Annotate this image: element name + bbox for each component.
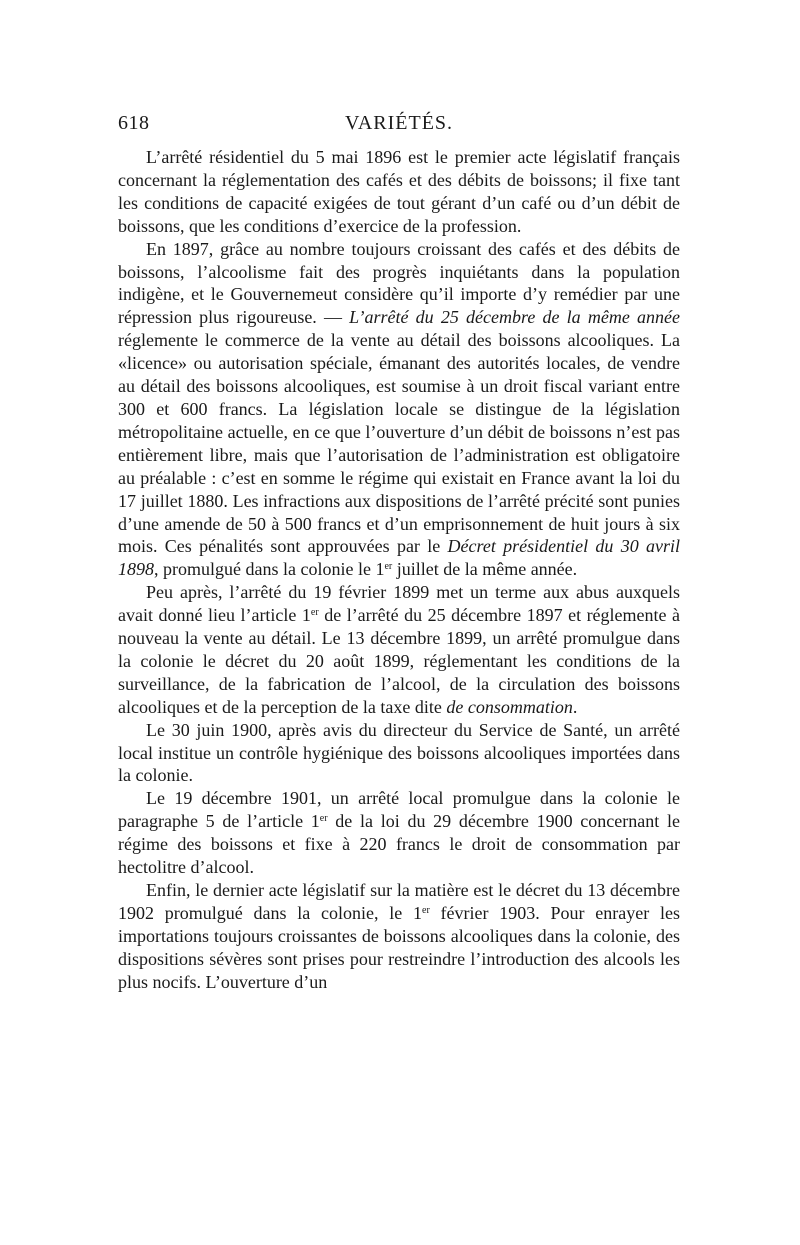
ordinal-superscript: er bbox=[422, 904, 430, 916]
ordinal-superscript: er bbox=[310, 607, 319, 619]
text-run: Le 19 décembre 1901, un arrêté local promulgue dans la colonie le paragraphe 5 de l’article 1 bbox=[118, 788, 680, 832]
paragraph bbox=[118, 581, 680, 718]
paragraph bbox=[118, 238, 680, 582]
text-run: de la loi du 29 décembre 1900 concernant le régime des boissons et fixe à 220 francs le droit de consommation par hectolitre d’alcool. bbox=[118, 811, 680, 878]
text-run: L’arrêté résidentiel du 5 mai 1896 est le premier acte législatif français concernant la réglementation des cafés et des débits de boissons; il fixe tant les conditions de capacité exigées de tout gérant d’un café ou d’un débit de boissons, que les conditions d’exercice de la profession. bbox=[118, 147, 680, 236]
text-run: Enfin, le dernier acte législatif sur la matière est le décret du 13 décembre 1902 promulgué dans la colonie, le 1 bbox=[118, 880, 680, 923]
text-run: En 1897, grâce au nombre toujours croissant des cafés et des débits de boissons, l’alcoolisme fait des progrès inquiétants dans la population indigène, et le Gouvernemeut considère qu’il importe d’y remédier par une répression plus rigoureuse. — bbox=[118, 238, 680, 328]
italic-text: de consommation bbox=[446, 696, 573, 717]
text-run: Le 30 juin 1900, après avis du directeur du Service de Santé, un arrêté local institue un contrôle hygiénique des boissons alcooliques importées dans la colonie. bbox=[118, 719, 680, 786]
paragraph bbox=[118, 719, 680, 788]
running-title: VARIÉTÉS. bbox=[344, 112, 454, 134]
page-number: 618 bbox=[118, 112, 150, 134]
ordinal-superscript: er bbox=[384, 561, 393, 573]
text-run: février 1903. Pour enrayer les importations toujours croissantes de boissons alcooliques dans la colonie, des dispositions sévères sont prises pour restreindre l’introduction des alcools les plus nocifs. L’ouverture d’un bbox=[118, 902, 680, 992]
document-page bbox=[118, 112, 680, 994]
paragraph bbox=[118, 787, 680, 879]
text-run: réglemente le commerce de la vente au détail des boissons alcooliques. La «licence» ou autorisation spéciale, émanant des autorités locales, de vendre au détail des boissons alcooliques, est soumise à un droit fiscal variant entre 300 et 600 francs. La législation locale se distingue de la législation métropolitaine actuelle, en ce que l’ouverture d’un débit de boissons n’est pas entièrement libre, mais que l’autorisation de l’administration est obligatoire au préalable : c’est en somme le régime qui existait en France avant la loi du 17 juillet 1880. Les infractions aux dispositions de l’arrêté précité sont punies d’une amende de 50 à 500 francs et d’un emprisonnement de huit jours à six mois. Ces pénalités sont approuvées par le bbox=[118, 330, 680, 557]
italic-text: Décret présidentiel du 30 avril 1898 bbox=[118, 536, 680, 580]
italic-text: L’arrêté du 25 décembre de la même année bbox=[349, 307, 680, 328]
paragraph bbox=[118, 879, 680, 994]
paragraph bbox=[118, 146, 680, 238]
text-run: . bbox=[572, 696, 578, 717]
text-run: Peu après, l’arrêté du 19 février 1899 met un terme aux abus auxquels avait donné lieu l’article 1 bbox=[118, 582, 680, 626]
text-run: , promulgué dans la colonie le 1 bbox=[154, 559, 385, 580]
ordinal-superscript: er bbox=[319, 813, 328, 825]
body-text bbox=[118, 146, 680, 994]
page-header bbox=[118, 112, 680, 146]
text-run: juillet de la même année. bbox=[392, 559, 578, 580]
text-run: de l’arrêté du 25 décembre 1897 et réglemente à nouveau la vente au détail. Le 13 décembre 1899, un arrêté promulgue dans la colonie le décret du 20 août 1899, réglementant les conditions de la surveillance, de la fabrication de l’alcool, de la circulation des boissons alcooliques et de la perception de la taxe dite bbox=[118, 605, 681, 717]
